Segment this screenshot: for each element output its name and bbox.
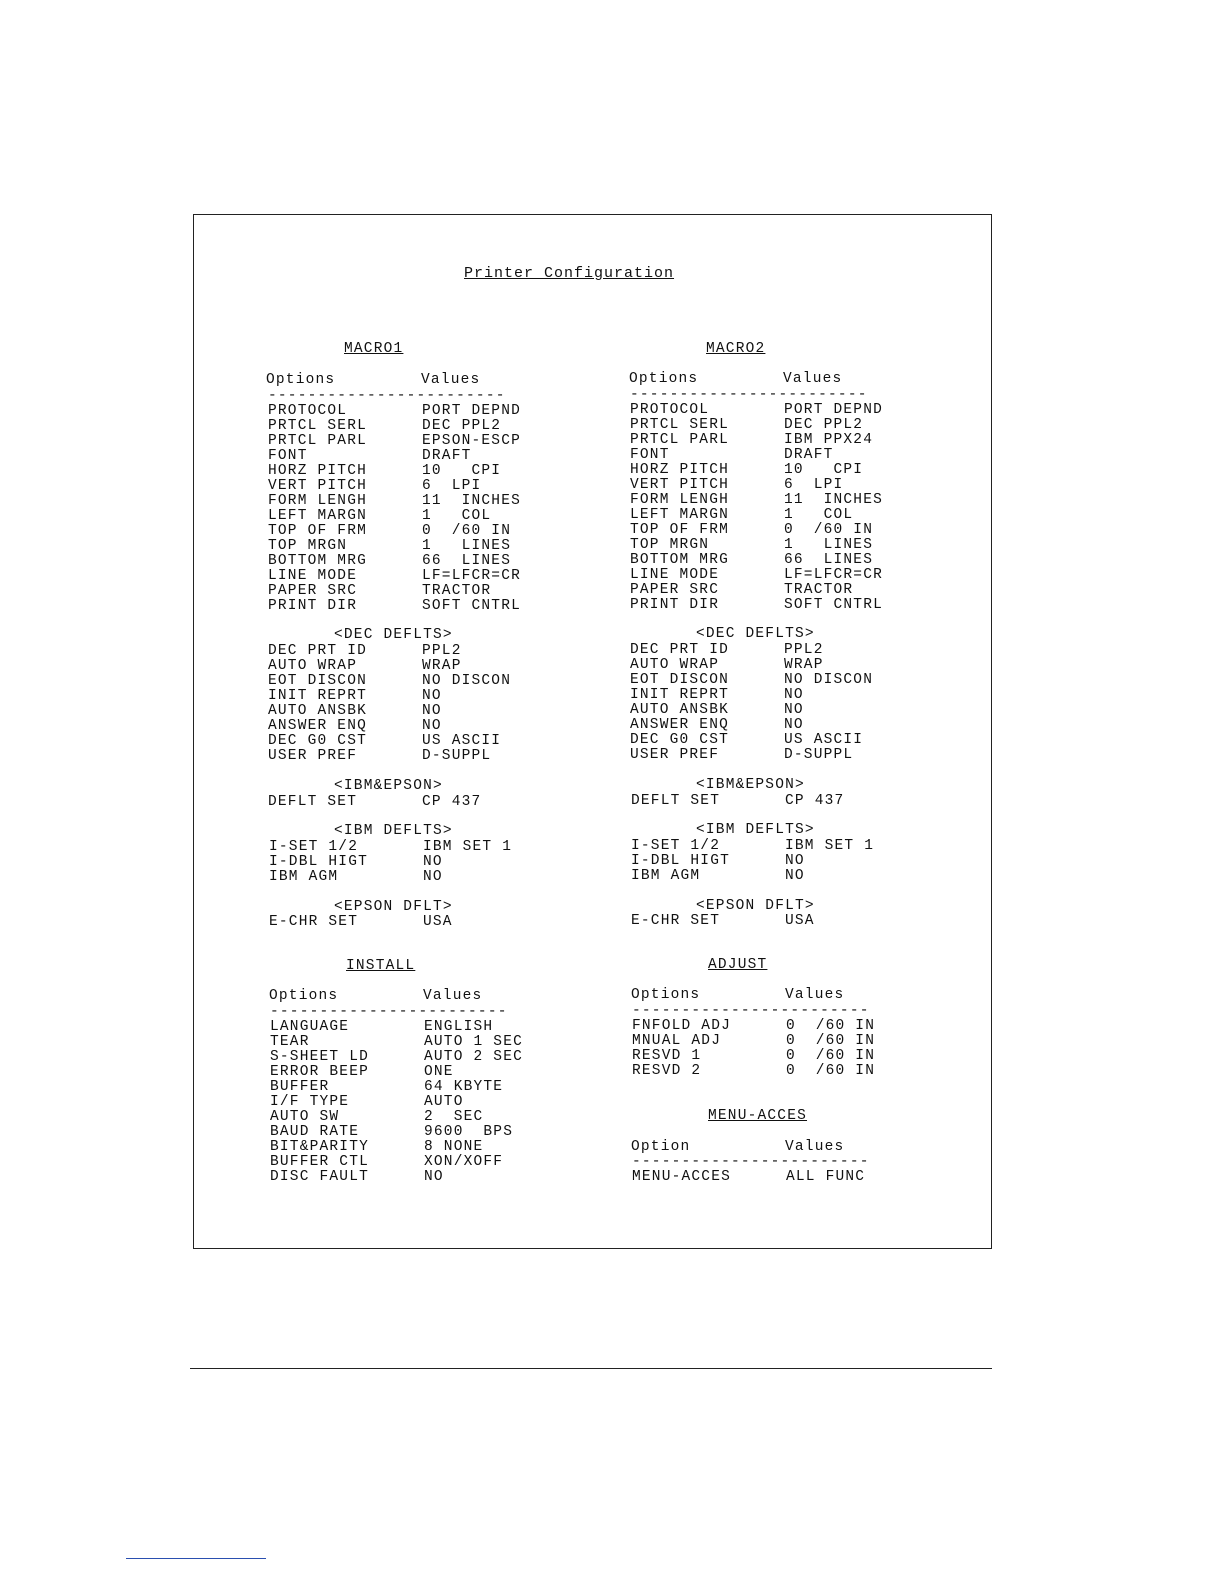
ibm-defaults-row <box>631 839 931 854</box>
option-value: WRAP <box>784 657 824 673</box>
option-value: PPL2 <box>784 642 824 658</box>
ibm-epson-heading: <IBM&EPSON> <box>334 778 443 794</box>
dec-defaults-row <box>268 719 568 734</box>
ibm-defaults-heading: <IBM DEFLTS> <box>696 822 815 838</box>
option-value: NO <box>424 1169 444 1185</box>
option-value: 0 /60 IN <box>786 1063 876 1079</box>
option-value: WRAP <box>422 658 462 674</box>
option-name: EOT DISCON <box>630 672 730 688</box>
macro2-row <box>630 403 930 418</box>
option-name: PRINT DIR <box>630 597 720 613</box>
install-heading: INSTALL <box>346 958 416 974</box>
option-name: PAPER SRC <box>630 582 720 598</box>
option-name: I-DBL HIGT <box>269 854 369 870</box>
option-value: ENGLISH <box>424 1019 494 1035</box>
option-value: NO <box>784 687 804 703</box>
option-name: EOT DISCON <box>268 673 368 689</box>
option-value: NO DISCON <box>422 673 512 689</box>
option-value: 0 /60 IN <box>786 1018 876 1034</box>
install-row <box>270 1080 570 1095</box>
option-name: LINE MODE <box>630 567 720 583</box>
option-name: TOP OF FRM <box>268 523 368 539</box>
epson-default-row <box>269 915 569 930</box>
option-value: 1 LINES <box>784 537 874 553</box>
option-name: MENU-ACCES <box>632 1169 732 1185</box>
option-value: EPSON-ESCP <box>422 433 522 449</box>
option-name: INIT REPRT <box>630 687 730 703</box>
install-row <box>270 1110 570 1125</box>
macro1-row <box>268 464 568 479</box>
option-value: NO <box>423 854 443 870</box>
macro1-row <box>268 509 568 524</box>
macro2-row <box>630 553 930 568</box>
dec-defaults-row <box>630 673 930 688</box>
menu-option-header: Option <box>631 1139 691 1155</box>
option-value: DEC PPL2 <box>422 418 502 434</box>
option-value: D-SUPPL <box>422 748 492 764</box>
option-name: MNUAL ADJ <box>632 1033 722 1049</box>
ibm-defaults-row <box>269 870 569 885</box>
option-name: E-CHR SET <box>269 914 359 930</box>
option-value: CP 437 <box>785 793 845 809</box>
option-name: PRTCL SERL <box>630 417 730 433</box>
macro1-row <box>268 434 568 449</box>
ibm-defaults-heading: <IBM DEFLTS> <box>334 823 453 839</box>
option-value: NO <box>785 868 805 884</box>
option-value: DRAFT <box>422 448 472 464</box>
option-value: NO <box>422 718 442 734</box>
option-name: FONT <box>630 447 670 463</box>
option-value: CP 437 <box>422 794 482 810</box>
adjust-divider: ------------------------ <box>632 1003 870 1019</box>
option-value: IBM SET 1 <box>785 838 875 854</box>
option-value: 64 KBYTE <box>424 1079 504 1095</box>
option-name: DEFLT SET <box>268 794 358 810</box>
option-value: TRACTOR <box>784 582 854 598</box>
install-options-header: Options <box>269 988 339 1004</box>
option-name: FORM LENGH <box>268 493 368 509</box>
option-name: BUFFER CTL <box>270 1154 370 1170</box>
macro2-row <box>630 418 930 433</box>
macro2-row <box>630 448 930 463</box>
option-value: XON/XOFF <box>424 1154 504 1170</box>
option-value: SOFT CNTRL <box>422 598 522 614</box>
option-name: LANGUAGE <box>270 1019 350 1035</box>
option-value: US ASCII <box>422 733 502 749</box>
option-name: PAPER SRC <box>268 583 358 599</box>
option-value: DEC PPL2 <box>784 417 864 433</box>
dec-defaults-row <box>630 748 930 763</box>
macro2-row <box>630 463 930 478</box>
options-header: Options <box>266 372 336 388</box>
option-name: I-SET 1/2 <box>631 838 721 854</box>
ibm-defaults-row <box>269 840 569 855</box>
option-name: HORZ PITCH <box>630 462 730 478</box>
dec-defaults-row <box>630 643 930 658</box>
option-name: S-SHEET LD <box>270 1049 370 1065</box>
macro1-row <box>268 584 568 599</box>
option-value: NO <box>422 688 442 704</box>
option-name: RESVD 1 <box>632 1048 702 1064</box>
option-name: I/F TYPE <box>270 1094 350 1110</box>
option-value: 1 LINES <box>422 538 512 554</box>
macro2-row <box>630 493 930 508</box>
option-value: DRAFT <box>784 447 834 463</box>
option-value: AUTO <box>424 1094 464 1110</box>
option-value: NO <box>422 703 442 719</box>
page-footer-rule <box>190 1368 992 1369</box>
macro1-row <box>268 449 568 464</box>
macro2-row <box>630 508 930 523</box>
option-name: FONT <box>268 448 308 464</box>
macro1-row <box>268 554 568 569</box>
option-value: LF=LFCR=CR <box>784 567 884 583</box>
macro2-row <box>630 478 930 493</box>
dec-defaults-row <box>268 674 568 689</box>
page-title: Printer Configuration <box>464 265 675 282</box>
option-name: AUTO SW <box>270 1109 340 1125</box>
option-value: USA <box>785 913 815 929</box>
install-row <box>270 1095 570 1110</box>
values-header: Values <box>421 372 481 388</box>
menu-acces-heading: MENU-ACCES <box>708 1108 808 1124</box>
macro1-row <box>268 539 568 554</box>
macro2-row <box>630 523 930 538</box>
option-name: ANSWER ENQ <box>268 718 368 734</box>
dec-defaults-row <box>268 689 568 704</box>
macro2-row <box>630 433 930 448</box>
install-row <box>270 1035 570 1050</box>
adjust-heading: ADJUST <box>708 957 768 973</box>
option-name: DEC G0 CST <box>630 732 730 748</box>
dec-defaults-row <box>630 703 930 718</box>
option-value: PPL2 <box>422 643 462 659</box>
dec-defaults-row <box>630 718 930 733</box>
adjust-row <box>632 1049 932 1064</box>
option-name: PROTOCOL <box>268 403 348 419</box>
option-name: DEC G0 CST <box>268 733 368 749</box>
option-name: DEC PRT ID <box>268 643 368 659</box>
dec-defaults-heading: <DEC DEFLTS> <box>696 626 815 642</box>
ibm-defaults-row <box>631 869 931 884</box>
option-value: NO <box>423 869 443 885</box>
option-value: PORT DEPND <box>784 402 884 418</box>
option-value: ONE <box>424 1064 454 1080</box>
option-name: USER PREF <box>630 747 720 763</box>
option-name: HORZ PITCH <box>268 463 368 479</box>
option-name: DEFLT SET <box>631 793 721 809</box>
adjust-values-header: Values <box>785 987 845 1003</box>
ibm-epson-row <box>268 795 568 810</box>
option-value: AUTO 1 SEC <box>424 1034 524 1050</box>
option-name: AUTO WRAP <box>268 658 358 674</box>
option-name: TOP MRGN <box>268 538 348 554</box>
adjust-options-header: Options <box>631 987 701 1003</box>
macro2-row <box>630 538 930 553</box>
option-value: LF=LFCR=CR <box>422 568 522 584</box>
macro2-row <box>630 598 930 613</box>
option-name: LEFT MARGN <box>268 508 368 524</box>
option-name: TOP MRGN <box>630 537 710 553</box>
option-value: 0 /60 IN <box>786 1033 876 1049</box>
install-row <box>270 1170 570 1185</box>
dec-defaults-row <box>268 659 568 674</box>
option-name: PRTCL PARL <box>268 433 368 449</box>
option-name: PRTCL SERL <box>268 418 368 434</box>
install-row <box>270 1140 570 1155</box>
macro2-row <box>630 583 930 598</box>
option-name: I-DBL HIGT <box>631 853 731 869</box>
option-name: AUTO WRAP <box>630 657 720 673</box>
adjust-row <box>632 1064 932 1079</box>
option-name: I-SET 1/2 <box>269 839 359 855</box>
option-value: 1 COL <box>422 508 492 524</box>
option-name: BIT&PARITY <box>270 1139 370 1155</box>
macro1-row <box>268 494 568 509</box>
option-name: IBM AGM <box>631 868 701 884</box>
option-name: BOTTOM MRG <box>630 552 730 568</box>
epson-default-heading: <EPSON DFLT> <box>334 899 453 915</box>
option-value: 66 LINES <box>784 552 874 568</box>
macro1-row <box>268 419 568 434</box>
header-divider: ------------------------ <box>630 387 868 403</box>
install-values-header: Values <box>423 988 483 1004</box>
macro1-row <box>268 569 568 584</box>
option-value: 11 INCHES <box>422 493 522 509</box>
option-name: VERT PITCH <box>630 477 730 493</box>
macro2-row <box>630 568 930 583</box>
option-value: US ASCII <box>784 732 864 748</box>
dec-defaults-row <box>268 704 568 719</box>
option-value: 6 LPI <box>784 477 844 493</box>
option-name: PROTOCOL <box>630 402 710 418</box>
macro1-heading: MACRO1 <box>344 341 404 357</box>
option-name: AUTO ANSBK <box>268 703 368 719</box>
dec-defaults-row <box>630 733 930 748</box>
ibm-epson-heading: <IBM&EPSON> <box>696 777 805 793</box>
option-value: 0 /60 IN <box>786 1048 876 1064</box>
dec-defaults-row <box>630 658 930 673</box>
install-row <box>270 1155 570 1170</box>
options-header: Options <box>629 371 699 387</box>
install-row <box>270 1050 570 1065</box>
epson-default-heading: <EPSON DFLT> <box>696 898 815 914</box>
option-value: SOFT CNTRL <box>784 597 884 613</box>
adjust-row <box>632 1034 932 1049</box>
values-header: Values <box>783 371 843 387</box>
option-name: DEC PRT ID <box>630 642 730 658</box>
option-value: IBM SET 1 <box>423 839 513 855</box>
option-value: 11 INCHES <box>784 492 884 508</box>
option-name: LINE MODE <box>268 568 358 584</box>
macro1-row <box>268 404 568 419</box>
option-value: USA <box>423 914 453 930</box>
macro1-row <box>268 599 568 614</box>
option-name: FORM LENGH <box>630 492 730 508</box>
ibm-defaults-row <box>269 855 569 870</box>
option-value: ALL FUNC <box>786 1169 866 1185</box>
option-value: AUTO 2 SEC <box>424 1049 524 1065</box>
option-name: BAUD RATE <box>270 1124 360 1140</box>
option-name: PRTCL PARL <box>630 432 730 448</box>
option-value: TRACTOR <box>422 583 492 599</box>
header-divider: ------------------------ <box>268 388 506 404</box>
epson-default-row <box>631 914 931 929</box>
dec-defaults-row <box>268 644 568 659</box>
option-name: ERROR BEEP <box>270 1064 370 1080</box>
option-value: 0 /60 IN <box>784 522 874 538</box>
macro1-row <box>268 524 568 539</box>
dec-defaults-heading: <DEC DEFLTS> <box>334 627 453 643</box>
option-name: FNFOLD ADJ <box>632 1018 732 1034</box>
option-value: 66 LINES <box>422 553 512 569</box>
option-name: E-CHR SET <box>631 913 721 929</box>
option-value: NO <box>785 853 805 869</box>
option-value: 10 CPI <box>422 463 502 479</box>
option-value: NO <box>784 717 804 733</box>
option-name: LEFT MARGN <box>630 507 730 523</box>
option-name: VERT PITCH <box>268 478 368 494</box>
option-value: 6 LPI <box>422 478 482 494</box>
dec-defaults-row <box>630 688 930 703</box>
option-name: USER PREF <box>268 748 358 764</box>
install-row <box>270 1125 570 1140</box>
option-name: DISC FAULT <box>270 1169 370 1185</box>
option-value: 8 NONE <box>424 1139 484 1155</box>
option-value: 10 CPI <box>784 462 864 478</box>
macro2-heading: MACRO2 <box>706 341 766 357</box>
option-value: 2 SEC <box>424 1109 484 1125</box>
install-row <box>270 1020 570 1035</box>
menu-acces-row <box>632 1170 932 1185</box>
adjust-row <box>632 1019 932 1034</box>
dec-defaults-row <box>268 734 568 749</box>
dec-defaults-row <box>268 749 568 764</box>
option-name: AUTO ANSBK <box>630 702 730 718</box>
option-name: BOTTOM MRG <box>268 553 368 569</box>
option-value: PORT DEPND <box>422 403 522 419</box>
ibm-defaults-row <box>631 854 931 869</box>
option-name: ANSWER ENQ <box>630 717 730 733</box>
macro1-row <box>268 479 568 494</box>
option-name: TEAR <box>270 1034 310 1050</box>
option-value: 9600 BPS <box>424 1124 514 1140</box>
menu-values-header: Values <box>785 1139 845 1155</box>
option-name: INIT REPRT <box>268 688 368 704</box>
option-value: NO DISCON <box>784 672 874 688</box>
option-value: 0 /60 IN <box>422 523 512 539</box>
install-divider: ------------------------ <box>270 1004 508 1020</box>
option-name: IBM AGM <box>269 869 339 885</box>
install-row <box>270 1065 570 1080</box>
option-value: D-SUPPL <box>784 747 854 763</box>
option-name: PRINT DIR <box>268 598 358 614</box>
option-value: 1 COL <box>784 507 854 523</box>
option-name: RESVD 2 <box>632 1063 702 1079</box>
option-name: TOP OF FRM <box>630 522 730 538</box>
option-name: BUFFER <box>270 1079 330 1095</box>
ibm-epson-row <box>631 794 931 809</box>
menu-divider: ------------------------ <box>632 1154 870 1170</box>
option-value: NO <box>784 702 804 718</box>
option-value: IBM PPX24 <box>784 432 874 448</box>
footer-link-underline <box>126 1558 266 1559</box>
